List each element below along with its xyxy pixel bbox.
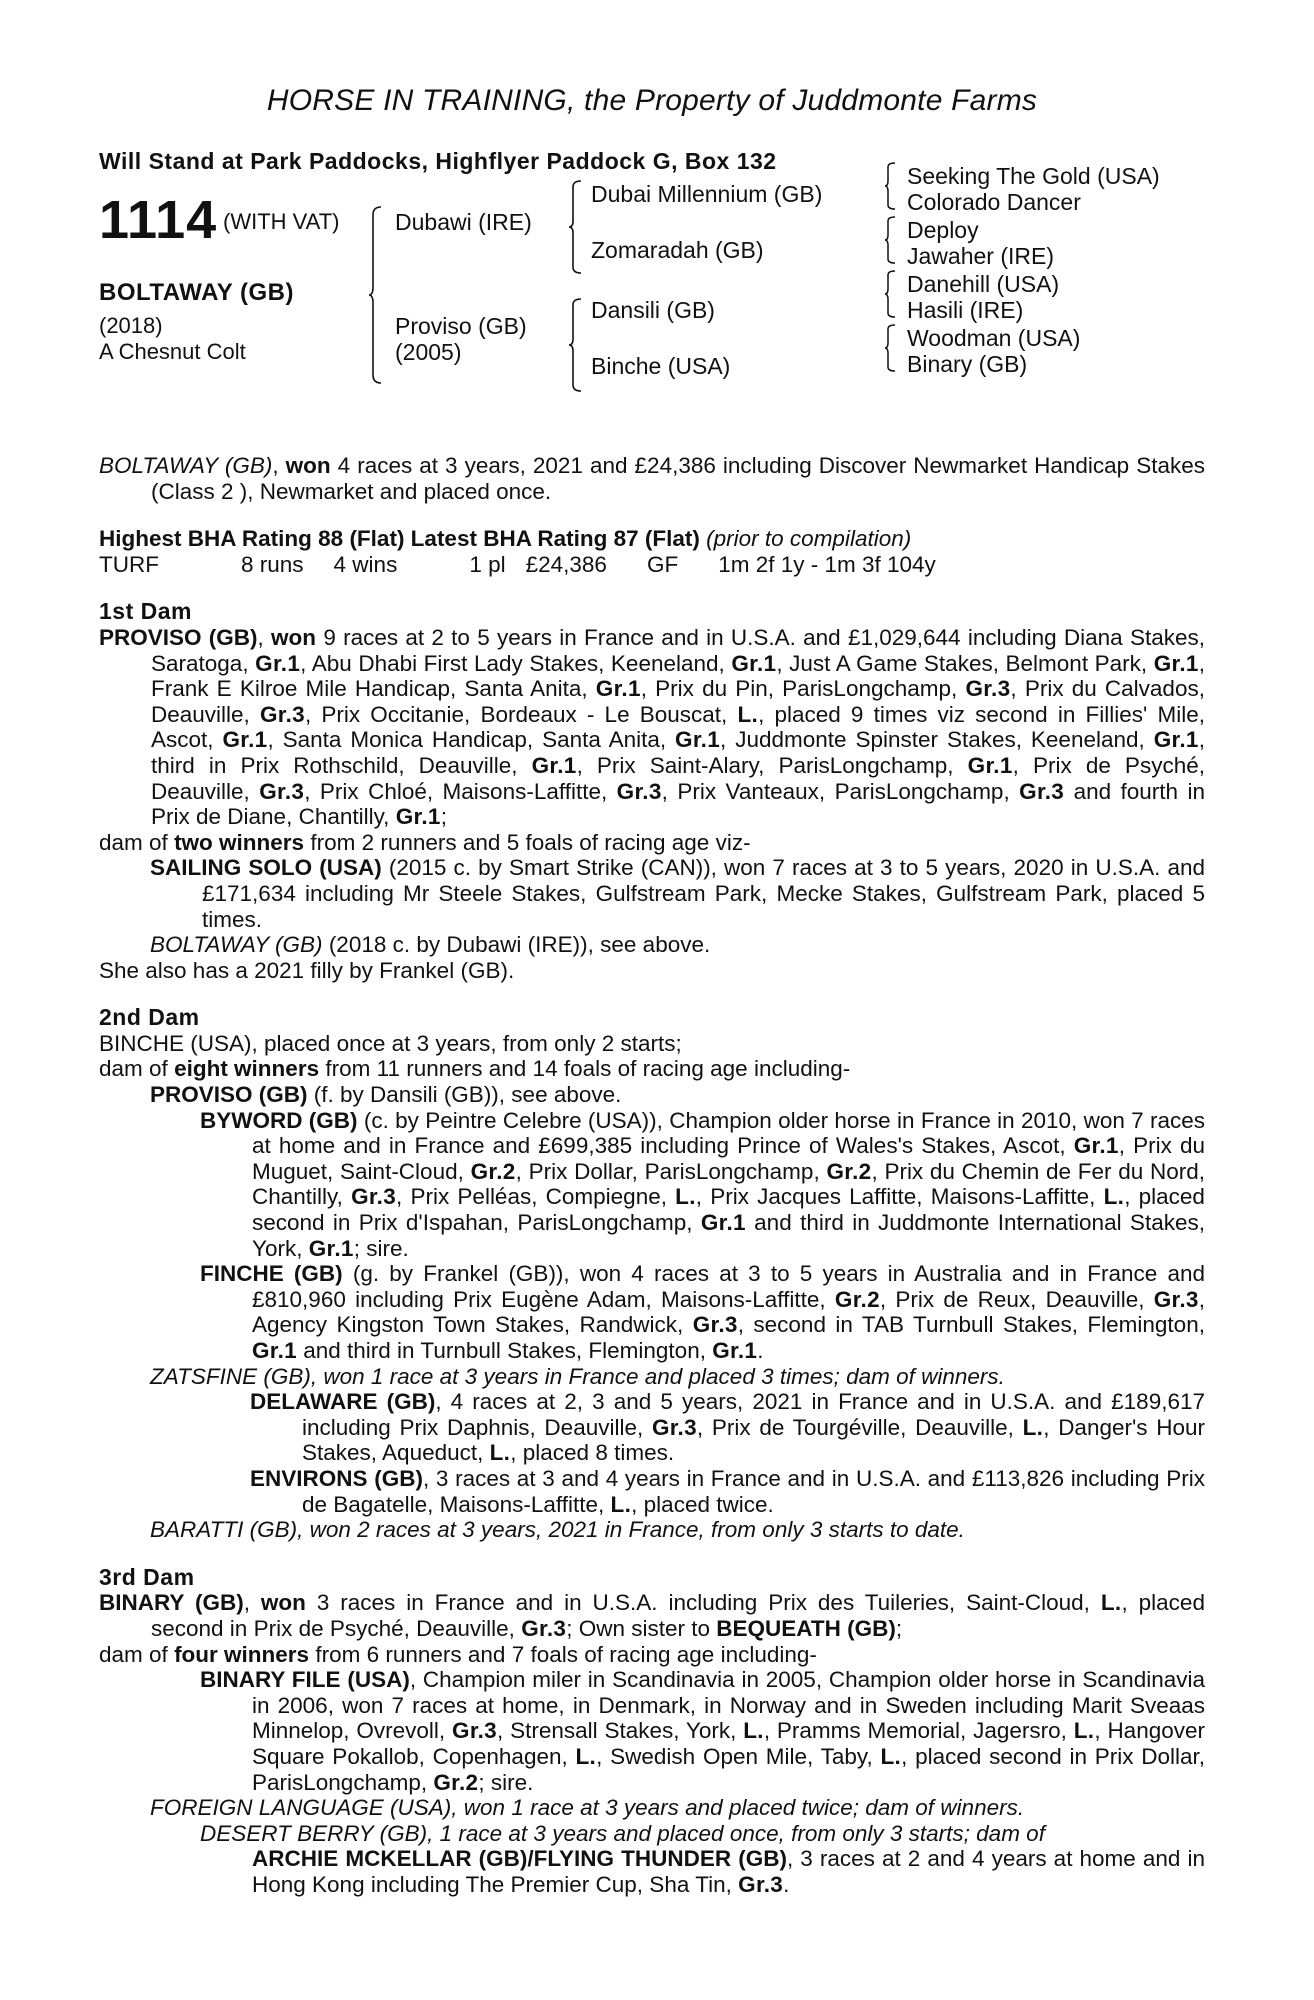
page-header: HORSE IN TRAINING, the Property of Juddmonte Farms: [266, 84, 1038, 117]
pedigree-brace-main: [369, 205, 383, 385]
second-dam-grandproduce-delaware: DELAWARE (GB), 4 races at 2, 3 and 5 years, 2021 in France and in U.S.A. and £189,617 including Prix Daphnis, Deauville, Gr.3, Prix de Tourgéville, Deauville, L., Danger's Hour Stakes, Aqueduct, L., placed 8 times.: [250, 1389, 1206, 1466]
third-dam-greatgrandproduce-archie: ARCHIE MCKELLAR (GB)/FLYING THUNDER (GB), 3 races at 2 and 4 years at home and in Hong Kong including The Premier Cup, Sha Tin, Gr.3.: [252, 1846, 1206, 1897]
rating-note: (prior to compilation): [706, 526, 912, 552]
first-dam-title: 1st Dam: [99, 598, 192, 625]
first-dam-produce-sailing-solo: SAILING SOLO (USA) (2015 c. by Smart Strike (CAN)), won 7 races at 3 to 5 years, 2020 in U.S.A. and £171,634 including Mr Steele Stakes, Gulfstream Park, Mecke Stakes, Gulfstream Park, placed 5 times.: [150, 855, 1205, 932]
pedigree-block: [99, 163, 1205, 419]
pedigree-sire-sire: Dubai Millennium (GB): [591, 181, 823, 207]
pedigree-dam-sire: Dansili (GB): [591, 297, 715, 323]
third-dam-produce-summary: dam of four winners from 6 runners and 7 foals of racing age including-: [99, 1641, 817, 1667]
second-dam-produce-finche: FINCHE (GB) (g. by Frankel (GB)), won 4 races at 3 to 5 years in Australia and in France and £810,960 including Prix Eugène Adam, Maisons-Laffitte, Gr.2, Prix de Reux, Deauville, Gr.3, Agency Kingston Town Stakes, Randwick, Gr.3, second in TAB Turnbull Stakes, Flemington, Gr.1 and third in Turnbull Stakes, Flemington, Gr.1.: [200, 1261, 1205, 1363]
horse-year: (2018): [99, 313, 163, 338]
third-dam-section: [99, 1565, 1205, 1898]
pedigree-brace-g2: [885, 215, 897, 267]
horse-name: BOLTAWAY (GB): [99, 279, 294, 306]
pedigree-ggs-3: Danehill (USA): [907, 271, 1060, 297]
catalogue-page: [99, 84, 1205, 1897]
pedigree-ggs-4: Woodman (USA): [907, 325, 1081, 351]
lot-number: 1114: [99, 190, 218, 250]
pedigree-dam-dam: Binche (USA): [591, 353, 731, 379]
pedigree-brace-g1: [885, 161, 897, 213]
pedigree-sire: Dubawi (IRE): [395, 209, 532, 235]
pedigree-ggd-1: Colorado Dancer: [907, 189, 1081, 215]
third-dam-grandproduce-desert-berry: DESERT BERRY (GB), 1 race at 3 years and placed once, from only 3 starts; dam of: [200, 1820, 1045, 1846]
second-dam-produce-summary: dam of eight winners from 11 runners and 14 foals of racing age including-: [99, 1056, 851, 1082]
first-dam-record: PROVISO (GB), won 9 races at 2 to 5 years in France and in U.S.A. and £1,029,644 including Diana Stakes, Saratoga, Gr.1, Abu Dhabi First Lady Stakes, Keeneland, Gr.1, Just A Game Stakes, Belmont Park, Gr.1, Frank E Kilroe Mile Handicap, Santa Anita, Gr.1, Prix du Pin, ParisLongchamp, Gr.3, Prix du Calvados, Deauville, Gr.3, Prix Occitanie, Bordeaux - Le Bouscat, L., placed 9 times viz second in Fillies' Mile, Ascot, Gr.1, Santa Monica Handicap, Santa Anita, Gr.1, Juddmonte Spinster Stakes, Keeneland, Gr.1, third in Prix Rothschild, Deauville, Gr.1, Prix Saint-Alary, ParisLongchamp, Gr.1, Prix de Psyché, Deauville, Gr.3, Prix Chloé, Maisons-Laffitte, Gr.3, Prix Vanteaux, ParisLongchamp, Gr.3 and fourth in Prix de Diane, Chantilly, Gr.1;: [99, 624, 1205, 830]
pedigree-dam: Proviso (GB): [395, 313, 527, 339]
third-dam-record: BINARY (GB), won 3 races in France and in U.S.A. including Prix des Tuileries, Saint-Cloud, L., placed second in Prix de Psyché, Deauville, Gr.3; Own sister to BEQUEATH (GB);: [99, 1590, 1205, 1641]
rating-title: Highest BHA Rating 88 (Flat) Latest BHA Rating 87 (Flat): [99, 526, 700, 552]
first-dam-produce-boltaway: BOLTAWAY (GB) (2018 c. by Dubawi (IRE)), see above.: [150, 932, 711, 958]
pedigree-ggs-1: Seeking The Gold (USA): [907, 163, 1160, 189]
second-dam-produce-zatsfine: ZATSFINE (GB), won 1 race at 3 years in France and placed 3 times; dam of winners.: [150, 1363, 1005, 1389]
stand-location: Will Stand at Park Paddocks, Highflyer Paddock G, Box 132: [99, 148, 777, 174]
third-dam-title: 3rd Dam: [99, 1563, 195, 1590]
pedigree-brace-g4: [885, 323, 897, 375]
third-dam-produce-binary-file: BINARY FILE (USA), Champion miler in Scandinavia in 2005, Champion older horse in Scandinavia in 2006, won 7 races at home, in Denmark, in Norway and in Sweden including Marit Sveaas Minnelop, Ovrevoll, Gr.3, Strensall Stakes, York, L., Pramms Memorial, Jagersro, L., Hangover Square Pokallob, Copenhagen, L., Swedish Open Mile, Taby, L., placed second in Prix Dollar, ParisLongchamp, Gr.2; sire.: [200, 1667, 1205, 1795]
pedigree-ggs-2: Deploy: [907, 217, 979, 243]
vat-note: (WITH VAT): [223, 209, 340, 234]
second-dam-record: BINCHE (USA), placed once at 3 years, from only 2 starts;: [99, 1030, 682, 1056]
pedigree-ggd-4: Binary (GB): [907, 351, 1028, 377]
rating-block: [99, 526, 1205, 577]
first-dam-produce-summary: dam of two winners from 2 runners and 5 foals of racing age viz-: [99, 829, 751, 855]
first-dam-section: [99, 599, 1205, 983]
second-dam-section: [99, 1005, 1205, 1542]
second-dam-grandproduce-environs: ENVIRONS (GB), 3 races at 3 and 4 years in France and in U.S.A. and £113,826 including Prix de Bagatelle, Maisons-Laffitte, L., placed twice.: [250, 1465, 1205, 1517]
pedigree-brace-dam: [569, 297, 583, 397]
second-dam-produce-byword: BYWORD (GB) (c. by Peintre Celebre (USA)), Champion older horse in France in 2010, won 7 races at home and in France and £699,385 including Prince of Wales's Stakes, Ascot, Gr.1, Prix du Muguet, Saint-Cloud, Gr.2, Prix Dollar, ParisLongchamp, Gr.2, Prix du Chemin de Fer du Nord, Chantilly, Gr.3, Prix Pelléas, Compiegne, L., Prix Jacques Laffitte, Maisons-Laffitte, L., placed second in Prix d'Ispahan, ParisLongchamp, Gr.1 and third in Juddmonte International Stakes, York, Gr.1; sire.: [200, 1107, 1205, 1261]
pedigree-brace-sire: [569, 179, 583, 279]
third-dam-produce-foreign-language: FOREIGN LANGUAGE (USA), won 1 race at 3 years and placed twice; dam of winners.: [150, 1795, 1025, 1821]
pedigree-brace-g3: [885, 269, 897, 321]
pedigree-ggd-3: Hasili (IRE): [907, 297, 1024, 323]
race-summary: BOLTAWAY (GB), won 4 races at 3 years, 2021 and £24,386 including Discover Newmarket Handicap Stakes (Class 2 ), Newmarket and placed once.: [99, 453, 1205, 504]
first-dam-also: She also has a 2021 filly by Frankel (GB).: [99, 957, 515, 983]
second-dam-produce-proviso: PROVISO (GB) (f. by Dansili (GB)), see above.: [150, 1082, 622, 1108]
pedigree-dam-year: (2005): [395, 339, 462, 365]
pedigree-sire-dam: Zomaradah (GB): [591, 237, 764, 263]
second-dam-produce-baratti: BARATTI (GB), won 2 races at 3 years, 2021 in France, from only 3 starts to date.: [150, 1517, 965, 1543]
second-dam-title: 2nd Dam: [99, 1004, 200, 1031]
rating-stats: TURF 8 runs 4 wins 1 pl £24,386 GF 1m 2f 1y - 1m 3f 104y: [99, 551, 936, 577]
pedigree-ggd-2: Jawaher (IRE): [907, 243, 1054, 269]
horse-description: A Chesnut Colt: [99, 339, 246, 364]
